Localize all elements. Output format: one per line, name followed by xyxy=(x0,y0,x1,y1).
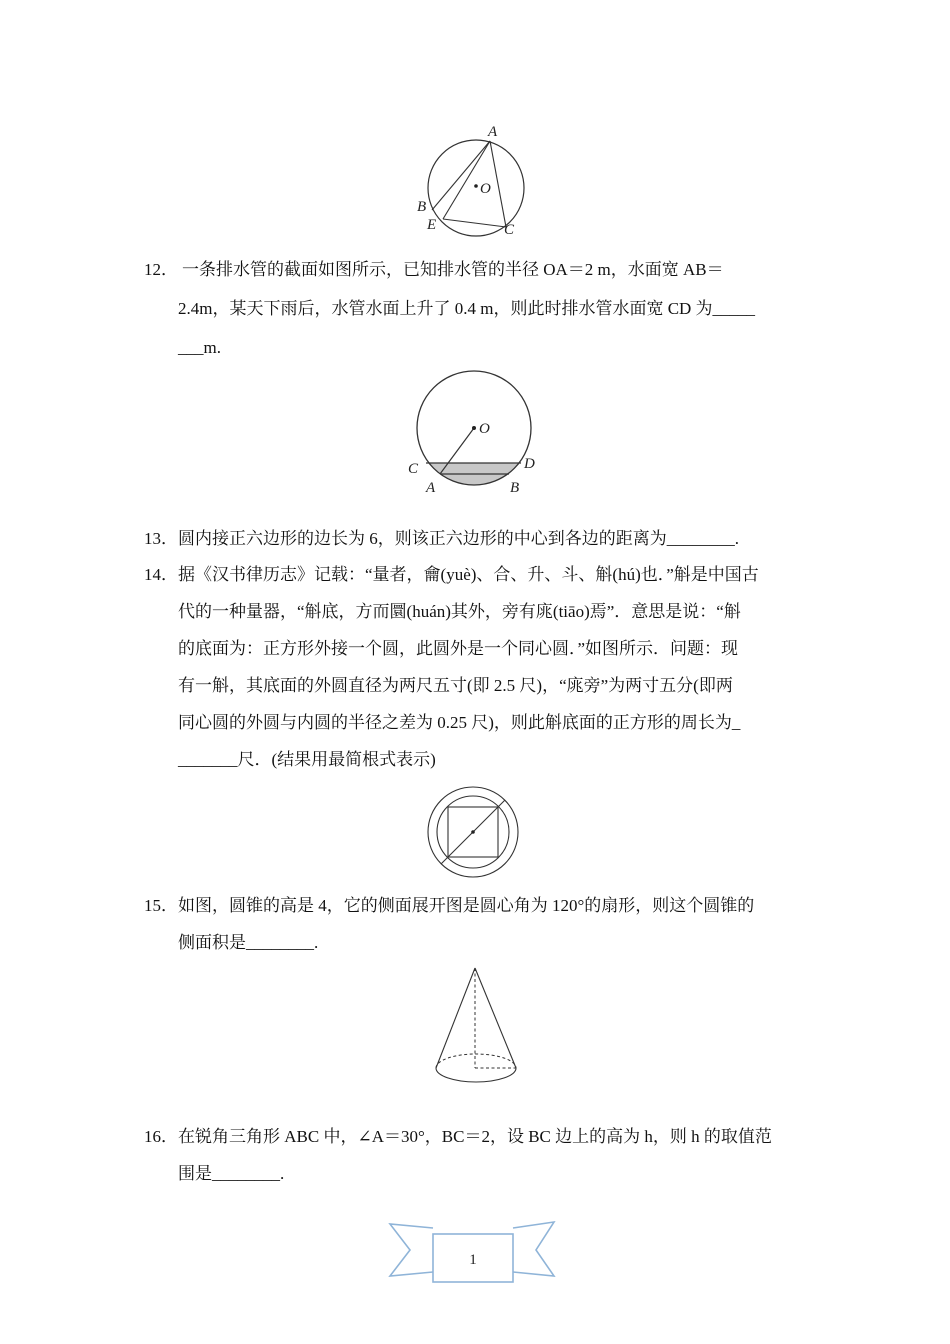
question-14-number: 14． xyxy=(144,565,178,584)
base-back-arc xyxy=(436,1054,516,1068)
center-point-o xyxy=(472,426,476,430)
question-14-line-3: 的底面为：正方形外接一个圆，此圆外是一个同心圆．”如图所示．问题：现 xyxy=(178,639,739,658)
ribbon-left-tail xyxy=(390,1224,433,1276)
segment-ec xyxy=(443,219,506,227)
label-c: C xyxy=(408,461,419,477)
question-13-line-1: 圆内接正六边形的边长为 6，则该正六边形的中心到各边的距离为________. xyxy=(178,529,739,548)
question-15-line-1: 如图，圆锥的高是 4，它的侧面展开图是圆心角为 120°的扇形，则这个圆锥的 xyxy=(178,896,755,915)
question-15-number: 15． xyxy=(144,896,178,915)
label-c: C xyxy=(504,222,515,238)
segment-ae xyxy=(443,141,490,219)
base-front-arc xyxy=(436,1068,516,1082)
label-b: B xyxy=(417,199,427,215)
figure-cone xyxy=(430,962,522,1092)
question-16-line-1: 在锐角三角形 ABC 中，∠A＝30°，BC＝2，设 BC 边上的高为 h，则 h 的取值范 xyxy=(178,1127,772,1146)
segment-ac xyxy=(490,141,506,227)
question-13-number: 13． xyxy=(144,529,178,548)
question-12-line-1: 一条排水管的截面如图所示，已知排水管的半径 OA＝2 m，水面宽 AB＝ xyxy=(182,260,724,279)
label-d: D xyxy=(524,456,535,472)
figure-circle-triangle xyxy=(410,120,540,245)
question-12-line-3: ___m. xyxy=(178,338,221,357)
question-15-line-2: 侧面积是________. xyxy=(178,933,319,952)
question-14-line-2: 代的一种量器，“斛底，方而圜(huán)其外，旁有庣(tiāo)焉”．意思是说：“斛 xyxy=(178,602,741,621)
label-e: E xyxy=(427,217,437,233)
cone-side-right xyxy=(475,968,516,1068)
question-12-line-2: 2.4m，某天下雨后，水管水面上升了 0.4 m，则此时排水管水面宽 CD 为_____ xyxy=(178,299,756,318)
figure-drain-pipe xyxy=(400,370,550,500)
label-o: O xyxy=(480,181,491,197)
question-12-number: 12． xyxy=(144,260,178,279)
cone-side-left xyxy=(436,968,475,1068)
footer-page-ribbon xyxy=(388,1218,558,1288)
label-o: O xyxy=(479,421,490,437)
figure-hu-vessel-base xyxy=(425,785,523,881)
segment-ab xyxy=(432,141,490,210)
label-b: B xyxy=(510,480,520,496)
center-point xyxy=(474,184,478,188)
question-14-line-5: 同心圆的外圆与内圆的半径之差为 0.25 尺)，则此斛底面的正方形的周长为_ xyxy=(178,713,741,732)
question-14-line-4: 有一斛，其底面的外圆直径为两尺五寸(即 2.5 尺)，“庣旁”为两寸五分(即两 xyxy=(178,676,733,695)
question-16-line-2: 围是________. xyxy=(178,1164,285,1183)
page-number: 1 xyxy=(469,1252,477,1268)
ribbon-right-tail xyxy=(513,1222,554,1276)
question-16-number: 16． xyxy=(144,1127,178,1146)
label-a: A xyxy=(426,480,436,496)
label-a: A xyxy=(488,124,498,140)
center-point xyxy=(471,830,475,834)
question-14-line-1: 据《汉书律历志》记载：“量者，龠(yuè)、合、升、斗、斛(hú)也．”斛是中国古 xyxy=(178,565,759,584)
question-14-line-6: _______尺．(结果用最简根式表示) xyxy=(178,750,436,769)
